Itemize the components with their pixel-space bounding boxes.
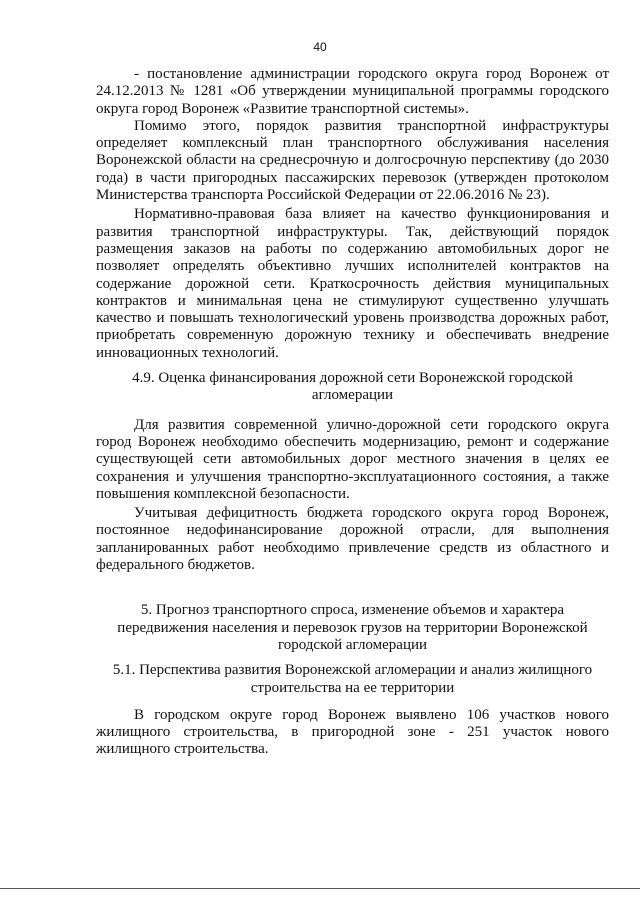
paragraph-road-network-development: Для развития современной улично-дорожной сети городского округа город Воронеж необходимо обеспечить модернизацию, ремонт и содержание существующей сети автомобильных дорог местного значения в целях ее сохранения и улучшения транспортно-эксплуатационного состояния, а также повышения комплексной безопасности. (96, 416, 609, 502)
paragraph-transport-plan: Помимо этого, порядок развития транспортной инфраструктуры определяет комплексный план транспортного обслуживания населения Воронежской области на среднесрочную и долгосрочную перспективу (до 2030 года) в части пригородных пассажирских перевозок (утвержден протоколом Министерства транспорта Российской Федерации от 22.06.2016 № 23). (96, 117, 609, 204)
paragraph-decree: - постановление администрации городского округа город Воронеж от 24.12.2013 № 1281 «Об утверждении муниципальной программы городского округа город Воронеж «Развитие транспортной системы». (96, 66, 609, 117)
paragraph-regulatory-base: Нормативно-правовая база влияет на качество функционирования и развития транспортной инфраструктуры. Так, действующий порядок размещения заказов на работы по содержанию автомобильных дорог не позволяет определять объективно лучших исполнителей контрактов на содержание дорожной сети. Краткосрочность действия муниципальных контрактов и минимальная цена не стимулируют существенно улучшать качество и повышать технологический уровень производства дорожных работ, приобретать современную дорожную технику и обеспечивать внедрение инновационных технологий. (96, 206, 609, 361)
page-number: 40 (313, 40, 327, 54)
paragraph-budget-deficit: Учитывая дефицитность бюджета городского округа город Воронеж, постоянное недофинансирование дорожной отрасли, для выполнения запланированных работ необходимо привлечение средств из областного и федерального бюджетов. (96, 505, 609, 574)
page-bottom-edge (0, 888, 640, 889)
section-heading-4-9: 4.9. Оценка финансирования дорожной сети Воронежской городской агломерации (132, 370, 573, 404)
section-heading-5: 5. Прогноз транспортного спроса, изменение объемов и характера передвижения населения и перевозок грузов на территории Воронежской городской агломерации (117, 602, 588, 653)
page-content (96, 66, 609, 759)
section-heading-5-1: 5.1. Перспектива развития Воронежской агломерации и анализ жилищного строительства на ее территории (112, 662, 593, 696)
paragraph-housing-plots: В городском округе город Воронеж выявлено 106 участков нового жилищного строительства, в пригородной зоне - 251 участок нового жилищного строительства. (96, 706, 609, 758)
